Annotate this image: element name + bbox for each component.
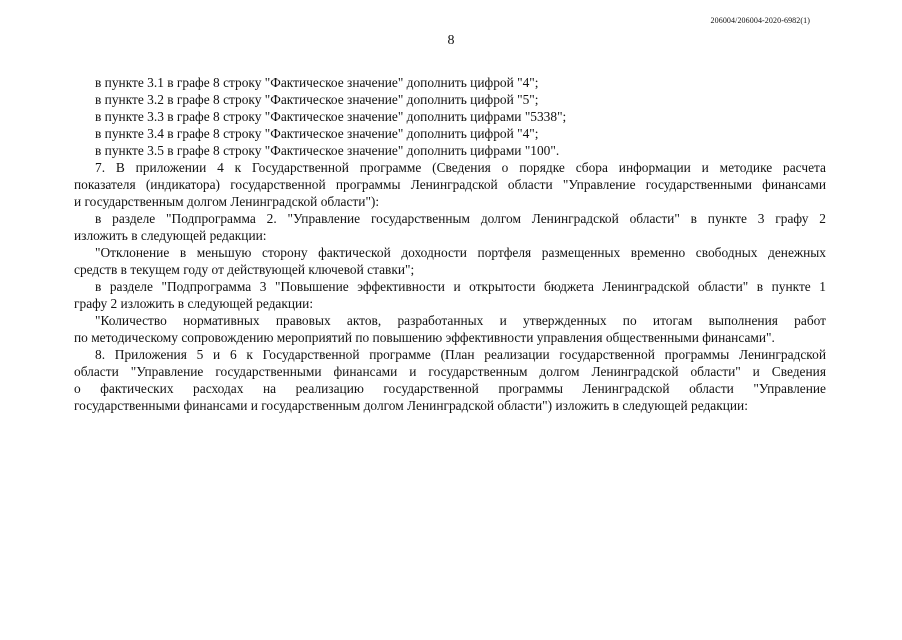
text-line: в пункте 3.4 в графе 8 строку "Фактическое значение" дополнить цифрой "4"; <box>95 126 539 141</box>
text-line: 8. Приложения 5 и 6 к Государственной программе (План реализации государственной программы Ленинградской <box>95 347 826 362</box>
text-line: "Количество нормативных правовых актов, разработанных и утвержденных по итогам выполнения работ <box>95 313 826 328</box>
text-line: изложить в следующей редакции: <box>74 228 267 243</box>
text-line: о фактических расходах на реализацию государственной программы Ленинградской области "Управление <box>74 381 826 396</box>
document-id: 206004/206004-2020-6982(1) <box>710 16 810 25</box>
text-line: графу 2 изложить в следующей редакции: <box>74 296 314 311</box>
text-line: в пункте 3.3 в графе 8 строку "Фактическое значение" дополнить цифрами "5338"; <box>95 109 567 124</box>
text-line: и государственным долгом Ленинградской области"): <box>74 194 380 209</box>
text-line: в разделе "Подпрограмма 2. "Управление государственным долгом Ленинградской области" в пункте 3 графу 2 <box>95 211 826 226</box>
text-line: в пункте 3.5 в графе 8 строку "Фактическое значение" дополнить цифрами "100". <box>95 143 560 158</box>
text-line: средств в текущем году от действующей ключевой ставки"; <box>74 262 415 277</box>
text-line: государственными финансами и государственным долгом Ленинградской области") изложить в следующей редакции: <box>74 398 748 413</box>
text-line: в пункте 3.2 в графе 8 строку "Фактическое значение" дополнить цифрой "5"; <box>95 92 539 107</box>
text-line: 7. В приложении 4 к Государственной программе (Сведения о порядке сбора информации и методике расчета <box>95 160 826 175</box>
page-number: 8 <box>447 33 455 48</box>
text-line: по методическому сопровождению мероприятий по повышению эффективности управления общественными финансами". <box>74 330 775 345</box>
text-line: в разделе "Подпрограмма 3 "Повышение эффективности и открытости бюджета Ленинградской области" в пункте 1 <box>95 279 826 294</box>
text-line: области "Управление государственными финансами и государственным долгом Ленинградской области" и Сведения <box>74 364 826 379</box>
text-line: показателя (индикатора) государственной программы Ленинградской области "Управление государственными финансами <box>74 177 826 192</box>
document-body <box>74 74 826 414</box>
text-line: "Отклонение в меньшую сторону фактической доходности портфеля размещенных временно свободных денежных <box>95 245 826 260</box>
text-line: в пункте 3.1 в графе 8 строку "Фактическое значение" дополнить цифрой "4"; <box>95 75 539 90</box>
